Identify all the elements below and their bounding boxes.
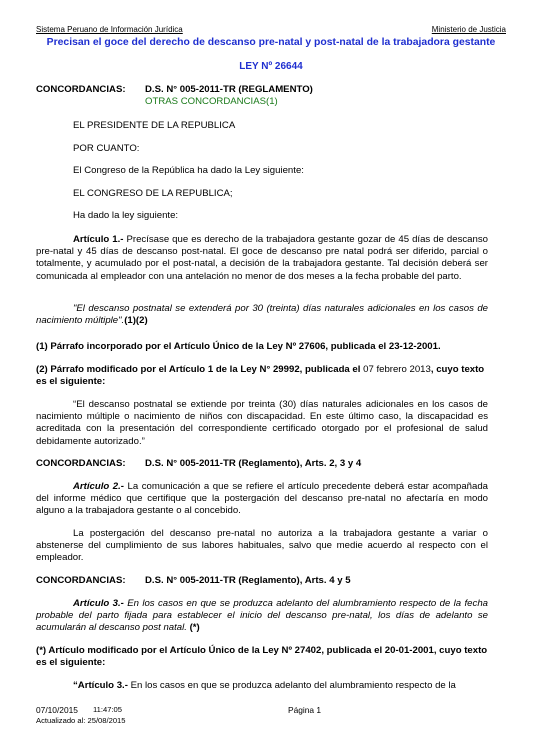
footer-date: 07/10/2015 (36, 705, 78, 715)
article-3-new (36, 680, 488, 693)
footer-page: Página 1 (288, 705, 322, 715)
article-3-new-text: En los casos en que se produzca adelanto del alumbramiento respecto de la (127, 680, 456, 691)
article-3-original (36, 598, 488, 635)
note-2-date: 07 febrero 2013 (360, 364, 431, 375)
article-2-paragraph-2: La postergación del descanso pre-natal no autoriza a la trabajadora gestante a variar o abstenerse del cumplimiento de sus labores habituales, salvo que medie acuerdo al respecto con el empleador. (36, 528, 488, 564)
article-1-text: Precísase que es derecho de la trabajadora gestante gozar de 45 días de descanso pre-natal y 45 días de descanso post-natal. El goce de descanso pre natal podrá ser diferido, parcial o totalmente, y acumulado por el post-natal, a decisión de la trabajadora gestante. Tal decisión deberá ser comunicada al empleador con una antelación no menor de dos meses a la fecha probable del parto. (36, 234, 488, 282)
concordancias-3-value: D.S. N° 005-2011-TR (Reglamento), Arts. 4 y 5 (145, 575, 351, 586)
note-2 (36, 364, 488, 388)
header-ministry: Ministerio de Justicia (431, 25, 506, 34)
footer-updated: Actualizado al: 25/08/2015 (36, 716, 126, 725)
quote-2: “El descanso postnatal se extiende por treinta (30) días naturales adicionales en los casos de nacimiento múltiple o nacimiento de niños con discapacidad. En este último caso, la discapacidad es acreditada con la presentación del correspondiente certificado otorgado por el profesional de salud debidamente autorizado.” (36, 399, 488, 447)
article-2 (36, 481, 488, 518)
concordancias-2-label: CONCORDANCIAS: (36, 458, 126, 469)
congreso-heading: EL CONGRESO DE LA REPUBLICA; (73, 188, 233, 199)
por-cuanto: POR CUANTO: (73, 143, 140, 154)
article-1-label: Artículo 1.- (73, 234, 124, 245)
concordancias-label: CONCORDANCIAS: (36, 84, 126, 95)
ha-dado: Ha dado la ley siguiente: (73, 210, 179, 221)
concordancias-3-label: CONCORDANCIAS: (36, 575, 126, 586)
note-2-bold-b: , cuyo texto es el siguiente: (36, 364, 485, 388)
article-3-new-label: “Artículo 3.- (73, 680, 128, 691)
concordancias-2-value: D.S. N° 005-2011-TR (Reglamento), Arts. 2, 3 y 4 (145, 458, 362, 469)
congreso-dado: El Congreso de la República ha dado la Ley siguiente: (73, 165, 304, 176)
article-3-original-text: En los casos en que se produzca adelanto del alumbramiento respecto de la fecha probable del parto fijada para establecer el inicio del descanso pre-natal, los días de adelanto se acumularán al descanso post natal. (36, 598, 488, 634)
article-2-text: La comunicación a que se refiere el artículo precedente deberá estar acompañada del informe médico que certifique que la postergación del descanso pre-natal no afectaría en modo alguno a la trabajadora gestante o al concebido. (36, 481, 489, 517)
article-3-original-ref: (*) (186, 622, 200, 634)
concordancias-value: D.S. N° 005-2011-TR (REGLAMENTO) (145, 84, 313, 95)
president-heading: EL PRESIDENTE DE LA REPUBLICA (73, 120, 236, 131)
quote-1-text: "El descanso postnatal se extenderá por 30 (treinta) días naturales adicionales en los casos de nacimiento múltiple". (36, 303, 488, 327)
article-3-original-label: Artículo 3.- (73, 598, 124, 609)
article-2-label: Artículo 2.- (73, 481, 124, 492)
law-number: LEY Nº 26644 (239, 61, 303, 72)
article-1 (36, 234, 488, 283)
note-2-bold-a: (2) Párrafo modificado por el Artículo 1 de la Ley N° 29992, publicada el (36, 364, 361, 375)
note-1: (1) Párrafo incorporado por el Artículo Único de la Ley Nº 27606, publicada el 23-12-2001. (36, 341, 441, 352)
otras-concordancias-link[interactable]: OTRAS CONCORDANCIAS(1) (145, 96, 278, 107)
quote-1-ref: (1)(2) (124, 315, 148, 327)
header-source: Sistema Peruano de Información Jurídica (36, 25, 183, 34)
document-title: Precisan el goce del derecho de descanso pre-natal y post-natal de la trabajadora gestante (46, 37, 496, 48)
footer-time: 11:47:05 (93, 705, 122, 714)
page-header (36, 25, 506, 36)
quote-1 (36, 303, 488, 327)
note-3: (*) Artículo modificado por el Artículo Único de la Ley Nº 27402, publicada el 20-01-2001, cuyo texto es el siguiente: (36, 645, 488, 669)
